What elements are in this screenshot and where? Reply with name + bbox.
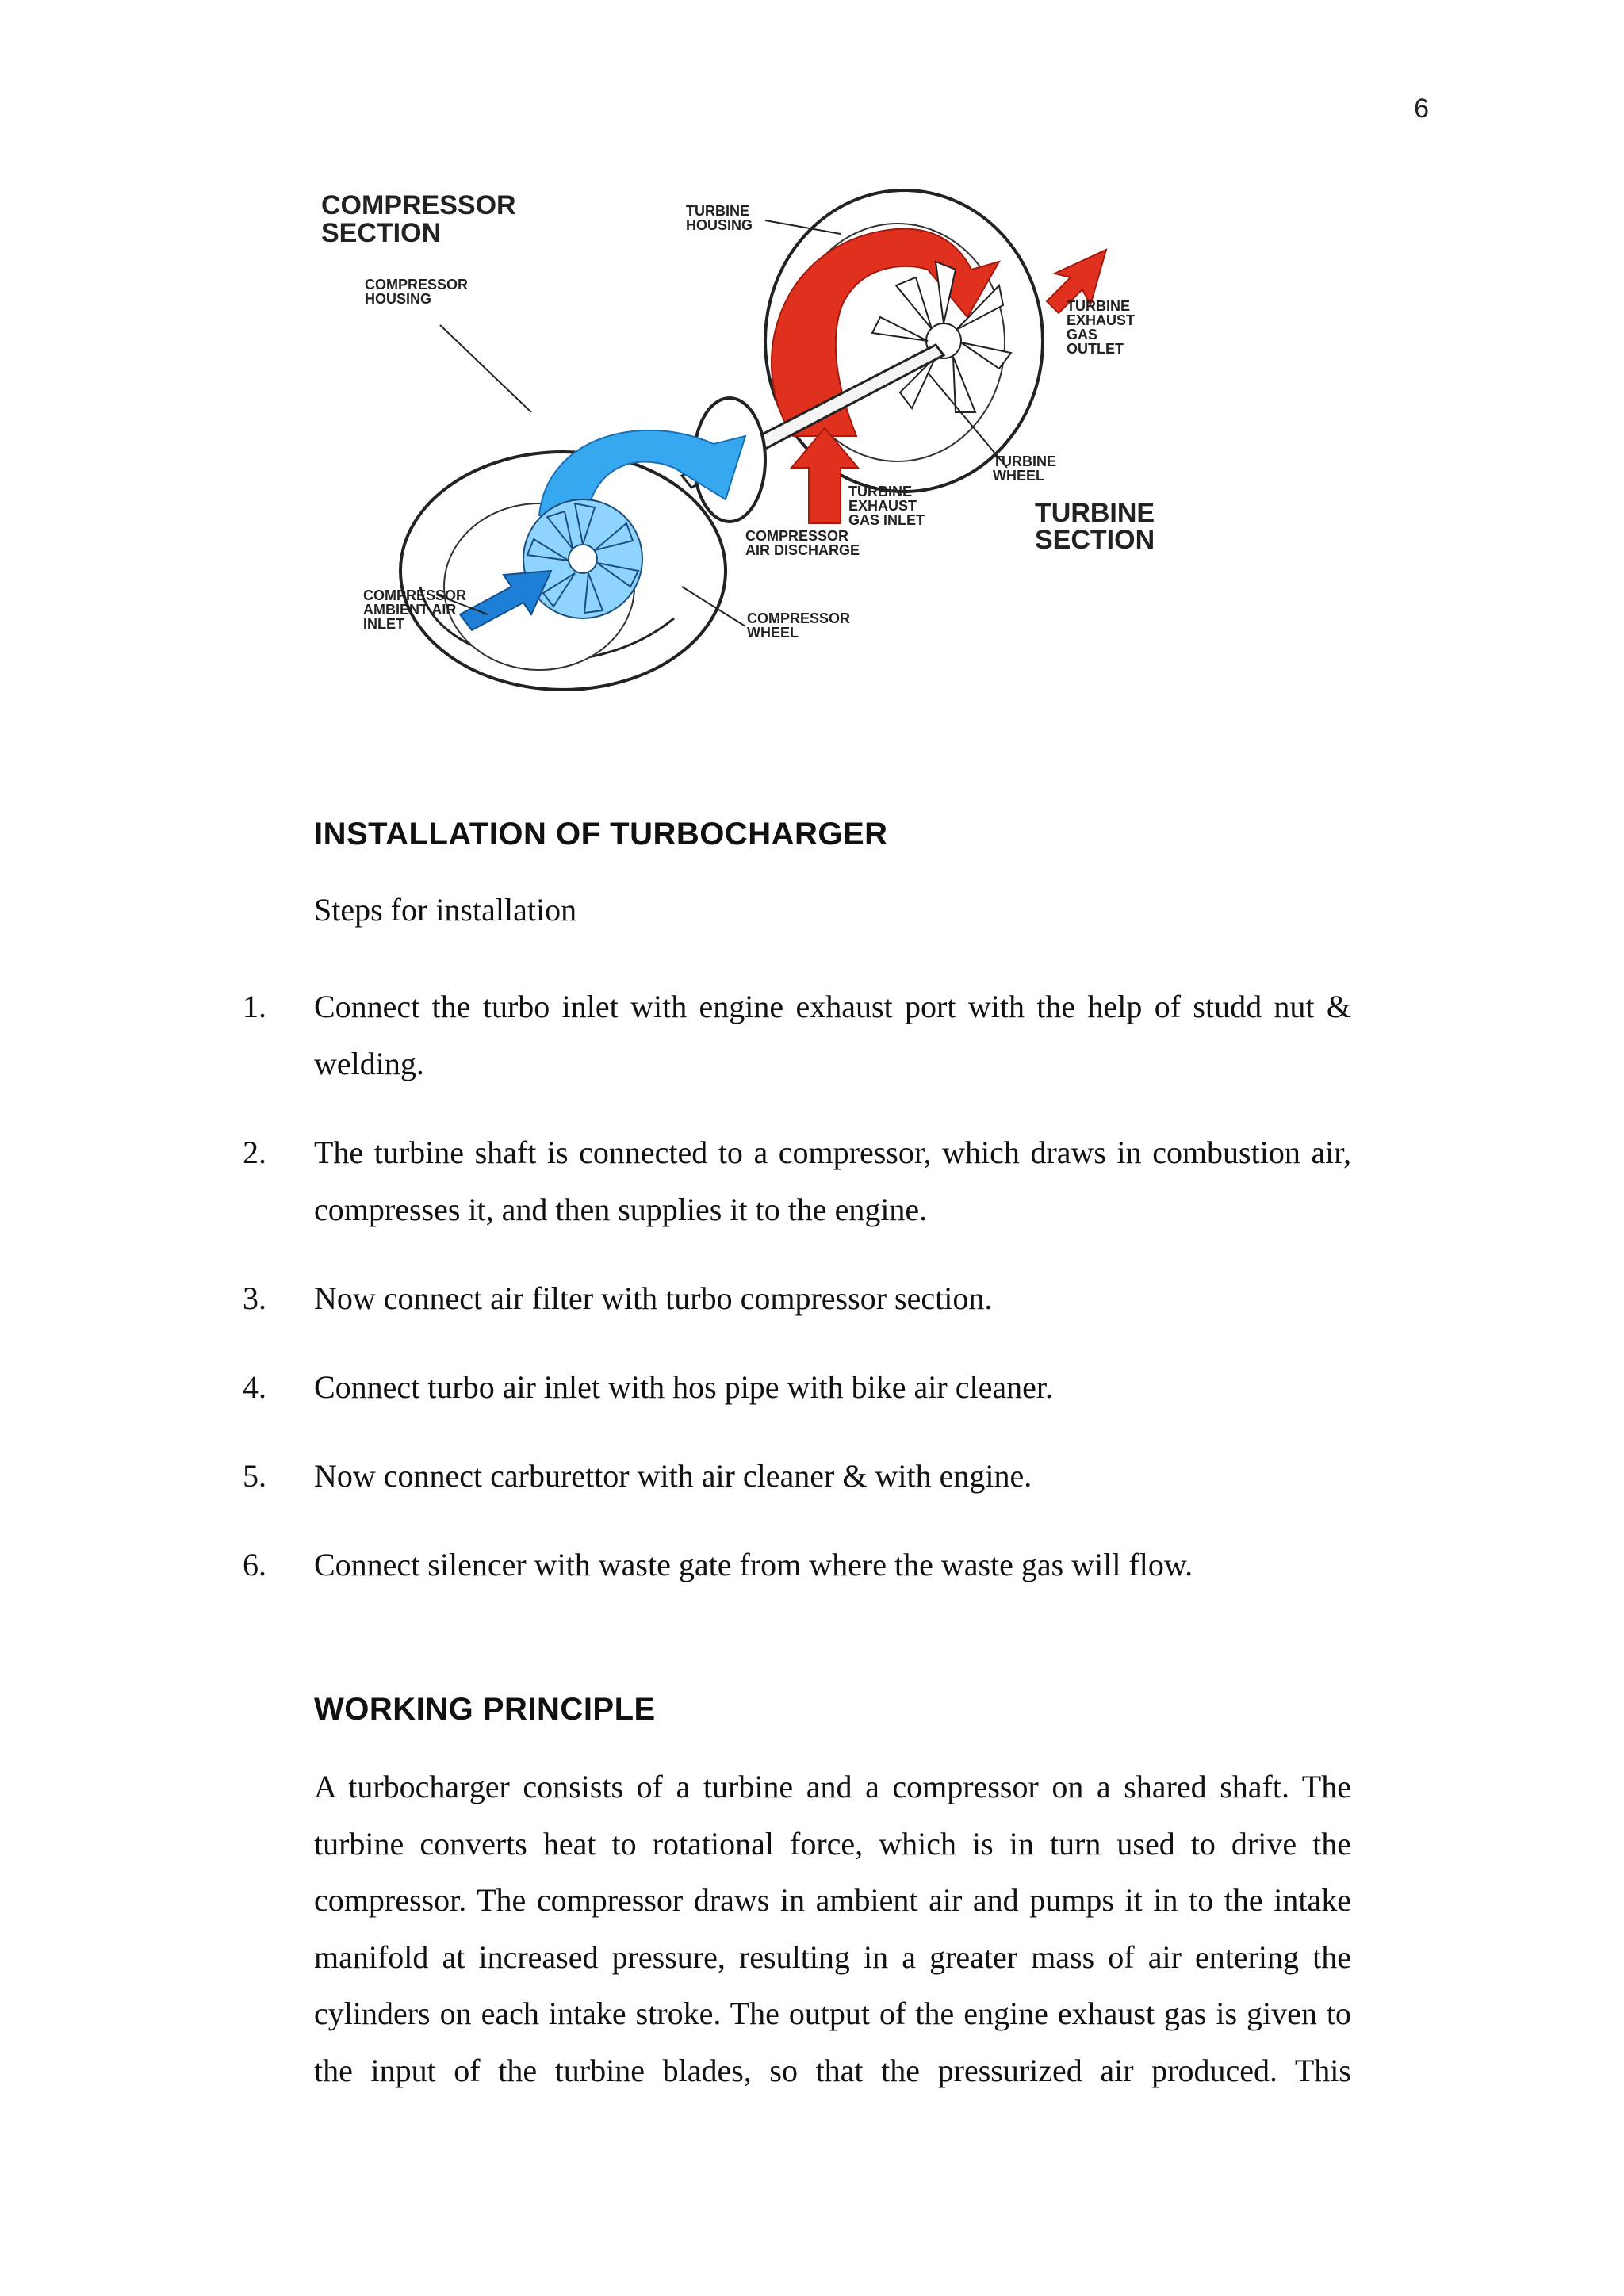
installation-subtitle: Steps for installation — [314, 892, 577, 928]
step-text: Now connect air filter with turbo compressor section. — [314, 1280, 993, 1316]
step-number: 6. — [243, 1547, 266, 1582]
page-number: 6 — [1414, 94, 1429, 124]
label-compressor-housing: COMPRESSOR HOUSING — [365, 277, 469, 307]
turbocharger-illustration — [301, 174, 1174, 698]
label-turbine-housing: TURBINE HOUSING — [686, 203, 753, 233]
step-text: Connect silencer with waste gate from where the waste gas will flow. — [314, 1547, 1193, 1582]
step-text: Connect turbo air inlet with hos pipe with bike air cleaner. — [314, 1369, 1053, 1405]
step-number: 2. — [243, 1135, 266, 1170]
label-compressor-air-discharge: COMPRESSOR AIR DISCHARGE — [745, 528, 860, 558]
step-text: Connect the turbo inlet with engine exhaust port with the help of studd nut & welding. — [314, 989, 1351, 1081]
working-principle-heading: WORKING PRINCIPLE — [314, 1692, 656, 1727]
label-turbine-exhaust-gas-inlet: TURBINE EXHAUST GAS INLET — [848, 484, 925, 528]
label-turbine-exhaust-gas-outlet: TURBINE EXHAUST GAS OUTLET — [1067, 298, 1136, 357]
step-number: 5. — [243, 1458, 266, 1494]
label-compressor-ambient-air-inlet: COMPRESSOR AMBIENT AIR INLET — [363, 587, 467, 632]
label-turbine-section: TURBINE SECTION — [1035, 498, 1155, 555]
turbocharger-diagram — [301, 174, 1174, 698]
step-text: Now connect carburettor with air cleaner & with engine. — [314, 1458, 1032, 1494]
label-compressor-section: COMPRESSOR SECTION — [321, 190, 516, 248]
label-turbine-wheel: TURBINE WHEEL — [993, 453, 1056, 484]
working-principle-paragraph: A turbocharger consists of a turbine and a compressor on a shared shaft. The turbine converts heat to rotational force, which is in turn used to drive the compressor. The compressor draws in ambient air and pumps it in to the intake manifold at increased pressure, resulting in a greater mass of air entering the cylinders on each intake stroke. The output of the engine exhaust gas is given to the input of the turbine blades, so that the pressurized air produced. This — [314, 1769, 1351, 2088]
step-number: 3. — [243, 1280, 266, 1316]
step-number: 1. — [243, 989, 266, 1024]
compressor-wheel-shape — [523, 499, 642, 618]
label-compressor-wheel: COMPRESSOR WHEEL — [747, 610, 851, 641]
installation-heading: INSTALLATION OF TURBOCHARGER — [314, 817, 888, 851]
step-text: The turbine shaft is connected to a compressor, which draws in combustion air, compresses it, and then supplies it to the engine. — [314, 1135, 1351, 1227]
step-number: 4. — [243, 1369, 266, 1405]
